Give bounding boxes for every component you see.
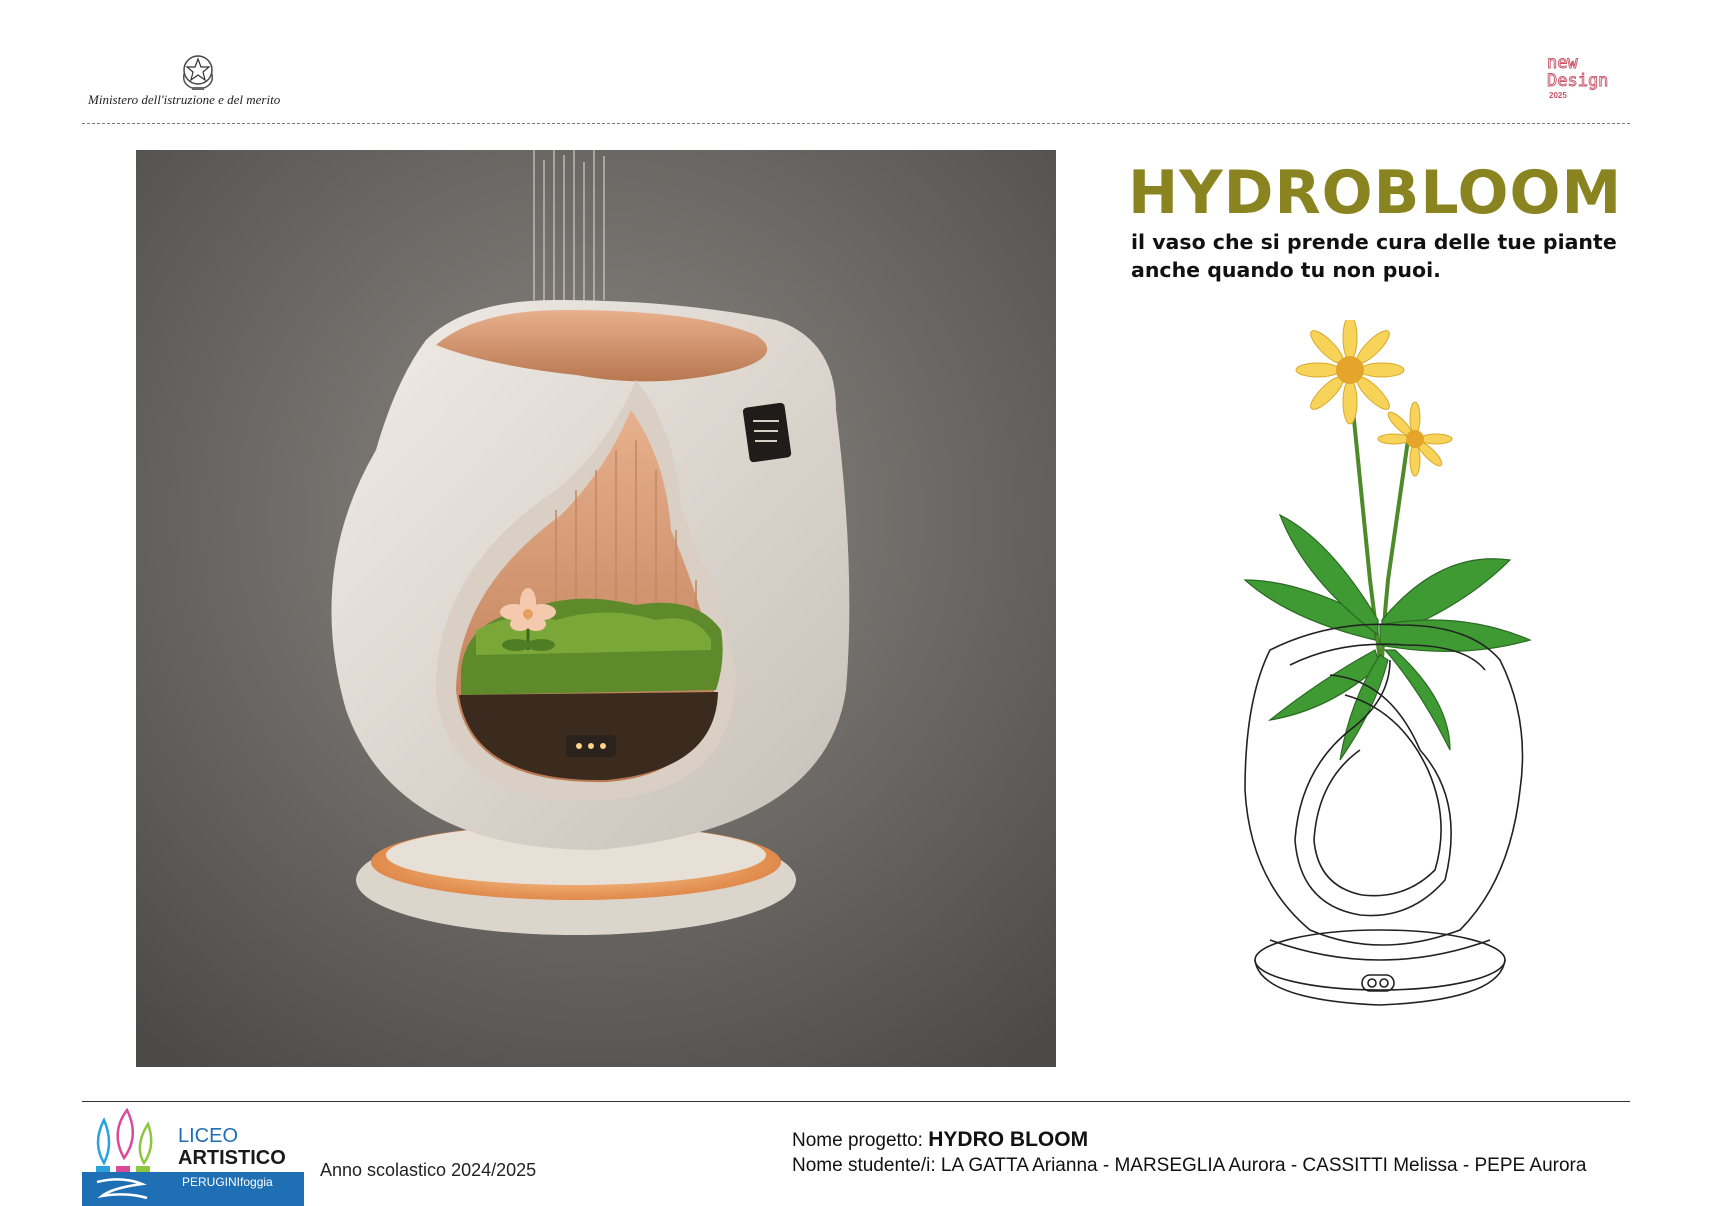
italian-republic-emblem-icon [178,50,218,92]
liceo-artistico-logo [82,1108,304,1206]
school-logo-line1: LICEO [178,1125,239,1147]
students-info-line [792,1155,1586,1177]
students-names: LA GATTA Arianna - MARSEGLIA Aurora - CASSITTI Melissa - PEPE Aurora [940,1155,1587,1176]
students-label: Nome studente/i: [792,1155,941,1176]
nd-logo-line1: new [1547,53,1578,73]
school-year: Anno scolastico 2024/2025 [320,1160,537,1180]
footer-divider [82,1101,1630,1102]
tagline-line-1: il vaso che si prende cura delle tue piante [1131,230,1617,254]
school-logo-line3: PERUGINIfoggia [182,1175,273,1189]
vase-sketch-image [1210,320,1540,1010]
project-tagline [1131,228,1651,284]
project-title: HYDROBLOOM [1128,158,1623,228]
new-design-logo [1545,48,1625,104]
tagline-line-2: anche quando tu non puoi. [1131,258,1441,282]
ministry-name: Ministero dell'istruzione e del merito [88,92,281,107]
nd-logo-year: 2025 [1549,91,1567,100]
project-name: HYDRO BLOOM [928,1128,1089,1151]
project-label: Nome progetto: [792,1130,929,1151]
hydrobloom-render-image [136,150,1056,1067]
school-logo-line2: ARTISTICO [178,1147,286,1169]
header-divider [82,123,1630,124]
nd-logo-line2: Design [1547,71,1609,91]
daisy-flower-icon [1296,320,1404,424]
project-info-line [792,1128,1088,1152]
